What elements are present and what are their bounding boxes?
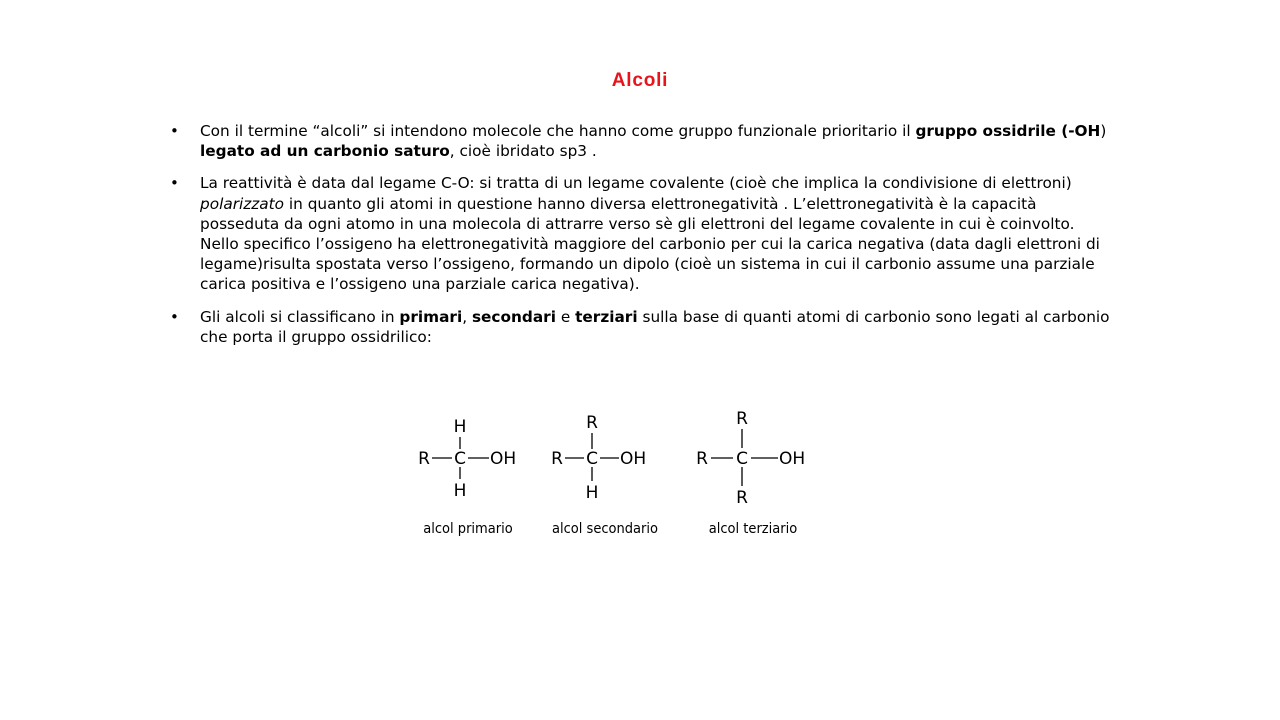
structure-caption: alcol primario [423, 521, 513, 537]
text-run: Gli alcoli si classificano in [200, 307, 400, 326]
bullet-marker: • [170, 174, 179, 193]
alcohol-structures-figure [400, 400, 830, 550]
structures-svg [400, 400, 830, 550]
text-run: in quanto gli atomi in questione hanno diversa elettronegatività . L’elettronegatività è la capacità posseduta da ogni atomo in una molecola di attrarre verso sè gli elettroni del legame covalente in cui è coinvolto. Nello specifico l’ossigeno ha elettronegatività maggiore del carbonio per cui la carica negativa (data dagli elettroni di legame)risulta spostata verso l’ossigeno, formando un dipolo (cioè un sistema in cui il carbonio assume una parziale carica positiva e l’ossigeno una parziale carica negativa). [200, 194, 1100, 294]
text-run: e [555, 307, 576, 326]
atom-top: R [586, 413, 598, 433]
atom-top: R [736, 409, 748, 429]
atom-bottom: R [736, 488, 748, 508]
atom-right: OH [620, 449, 647, 469]
text-run-bold: terziari [575, 307, 638, 326]
text-run: ) [1100, 122, 1107, 140]
atom-right: OH [779, 449, 806, 469]
atom-left: R [418, 449, 430, 469]
bullet-item-definition [170, 121, 1110, 161]
slide-title: Alcoli [611, 70, 669, 91]
text-run: , cioè ibridato sp3 . [449, 142, 597, 161]
text-run-bold: primari [399, 307, 463, 326]
text-run-bold: legato ad un carbonio saturo [200, 142, 450, 161]
atom-left: R [696, 449, 708, 469]
text-run: Con il termine “alcoli” si intendono molecole che hanno come gruppo funzionale prioritario il [200, 122, 916, 140]
bullet-text [200, 308, 1110, 346]
bullet-text [200, 122, 1106, 160]
bullet-item-reactivity [170, 173, 1110, 294]
structure-caption: alcol secondario [551, 521, 659, 537]
atom-center: C [736, 449, 748, 469]
atom-top: H [453, 417, 467, 437]
bullet-marker: • [170, 307, 179, 326]
structure-caption: alcol terziario [708, 521, 798, 537]
structure-secondary [551, 413, 658, 537]
structure-tertiary [696, 409, 805, 537]
text-run: , [462, 307, 472, 326]
atom-bottom: H [585, 483, 599, 503]
text-run-bold: secondari [471, 307, 556, 326]
atom-center: C [454, 449, 466, 469]
text-run: sulla base di quanti atomi di carbonio sono legati al carbonio che porta il gruppo ossidrilico: [200, 307, 1110, 346]
text-run-italic: polarizzato [200, 194, 285, 213]
text-run-bold: gruppo ossidrile (-OH [915, 122, 1101, 140]
atom-bottom: H [453, 481, 467, 501]
text-run: La reattività è data dal legame C-O: si tratta di un legame covalente (cioè che implica la condivisione di elettroni) [200, 174, 1072, 193]
structure-primary [418, 417, 516, 537]
bullet-list [170, 121, 1110, 359]
bullet-text [200, 174, 1100, 293]
atom-center: C [586, 449, 598, 469]
atom-right: OH [490, 449, 517, 469]
atom-left: R [551, 449, 563, 469]
bullet-marker: • [170, 122, 179, 140]
bullet-item-classification [170, 307, 1110, 347]
